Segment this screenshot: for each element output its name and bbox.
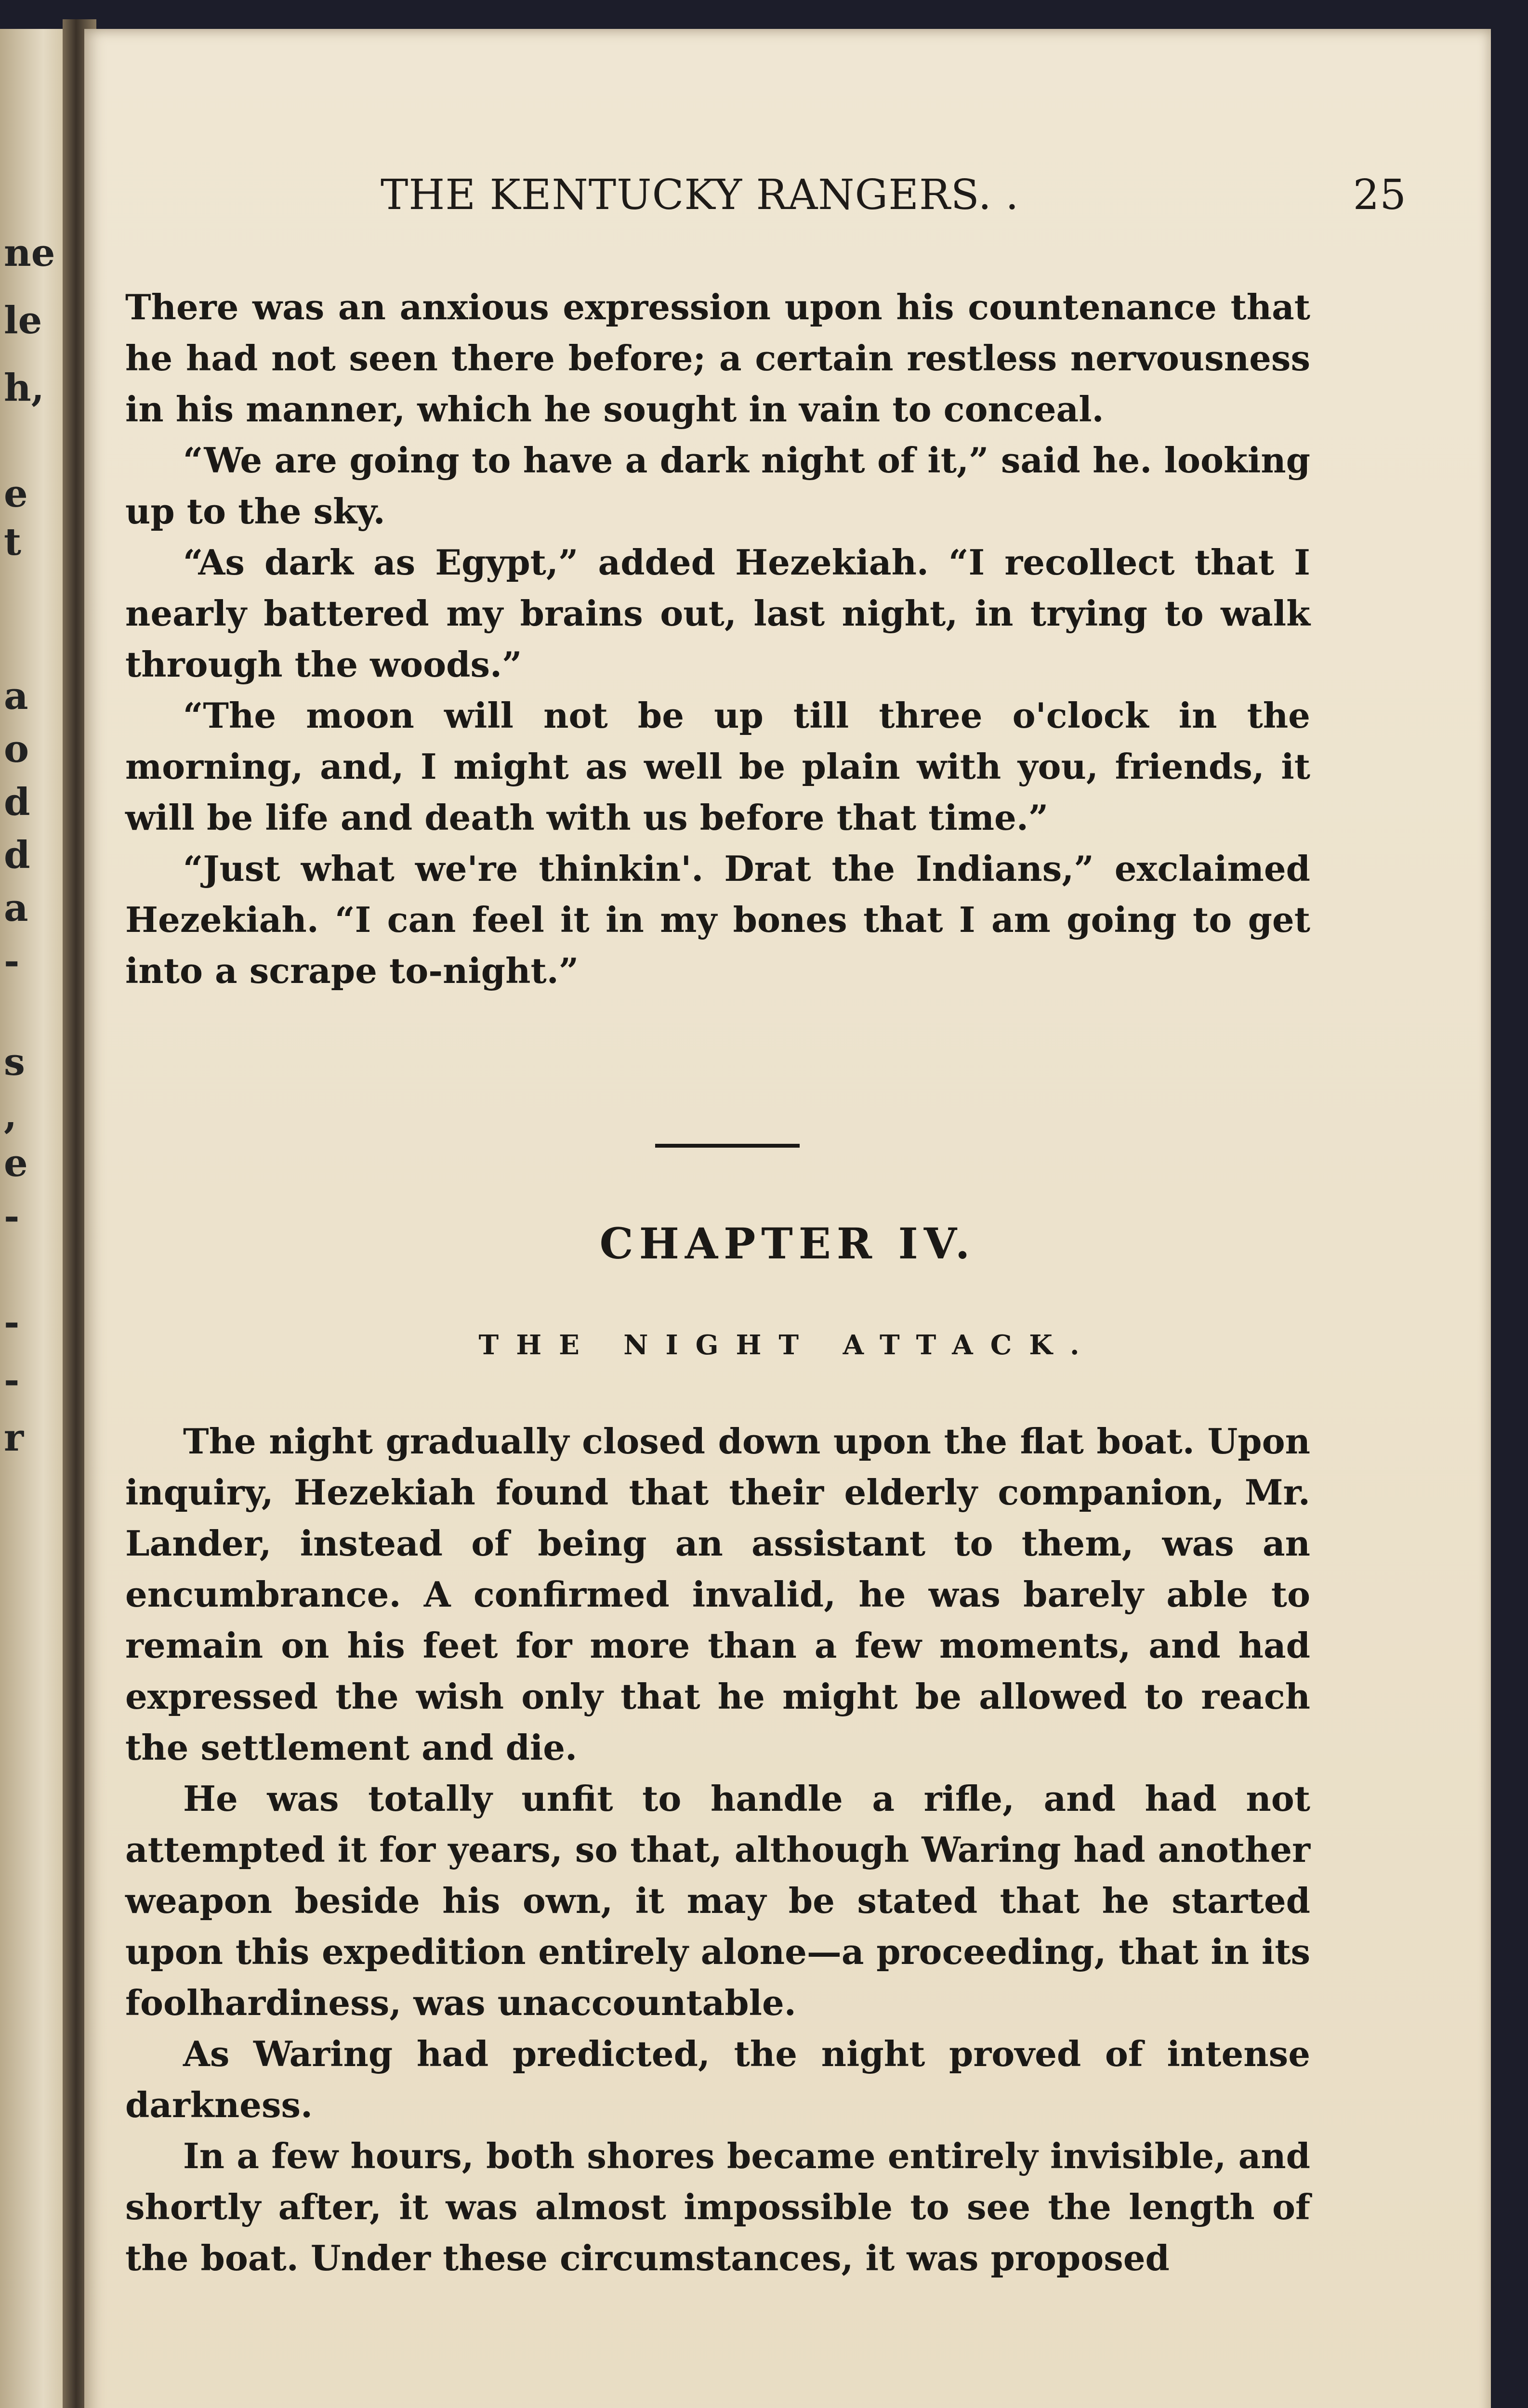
section-divider <box>655 1144 800 1148</box>
page-fragment: , <box>4 1093 17 1137</box>
page-fragment: h, <box>4 366 44 410</box>
running-title: THE KENTUCKY RANGERS. . <box>381 171 1019 219</box>
page-fragment: o <box>4 727 29 771</box>
paragraph: “We are going to have a dark night of it,” said he. looking up to the sky. <box>125 440 1310 532</box>
paragraph: “Just what we're thinkin'. Drat the Indians,” exclaimed Hezekiah. “I can feel it in my bones that I am going to get into a scrape to-night.” <box>125 848 1310 991</box>
text-block-top <box>125 282 1310 996</box>
running-header <box>381 171 1407 224</box>
chapter-subtitle: THE NIGHT ATTACK. <box>478 1329 1097 1361</box>
page-fragment: le <box>4 299 42 342</box>
paragraph: In a few hours, both shores became entirely invisible, and shortly after, it was almost impossible to see the length of the boat. Under these circumstances, it was proposed <box>125 2135 1310 2278</box>
page-number: 25 <box>1353 171 1407 219</box>
paragraph: He was totally unfit to handle a rifle, and had not attempted it for years, so that, although Waring had another weapon beside his own, it may be stated that he started upon this expedition entirely alone—a proceeding, that in its foolhardiness, was unaccountable. <box>125 1778 1310 2023</box>
page-fragment: - <box>4 1300 20 1344</box>
paragraph: There was an anxious expression upon his countenance that he had not seen there before; a certain restless nervousness in his manner, which he sought in vain to conceal. <box>125 287 1310 430</box>
paragraph: “As dark as Egypt,” added Hezekiah. “I recollect that I nearly battered my brains out, last night, in trying to walk through the woods.” <box>125 542 1310 685</box>
paragraph: “The moon will not be up till three o'clock in the morning, and, I might as well be plain with you, friends, it will be life and death with us before that time.” <box>125 695 1310 838</box>
page-fragment: e <box>4 472 28 516</box>
page-fragment: - <box>4 1194 20 1238</box>
page-fragment: e <box>4 1141 28 1185</box>
previous-page-edge <box>0 29 72 2408</box>
page-fragment: d <box>4 833 30 877</box>
paragraph: As Waring had predicted, the night proved of intense darkness. <box>125 2033 1310 2125</box>
page-fragment: a <box>4 674 28 718</box>
page-fragment: a <box>4 886 28 930</box>
chapter-title: CHAPTER IV. <box>599 1218 976 1269</box>
page-fragment: - <box>4 1358 20 1402</box>
paragraph: The night gradually closed down upon the flat boat. Upon inquiry, Hezekiah found that their elderly companion, Mr. Lander, instead of being an assistant to them, was an encumbrance. A confirmed invalid, he was barely able to remain on his feet for more than a few moments, and had expressed the wish only that he might be allowed to reach the settlement and die. <box>125 1421 1310 1768</box>
page-fragment: s <box>4 1040 25 1084</box>
book-page <box>84 29 1491 2408</box>
text-block-bottom <box>125 1416 1310 2284</box>
page-fragment: r <box>4 1416 24 1460</box>
page-fragment: d <box>4 780 30 824</box>
page-fragment: ne <box>4 231 55 275</box>
page-fragment: - <box>4 939 20 983</box>
page-fragment: t <box>4 520 22 564</box>
